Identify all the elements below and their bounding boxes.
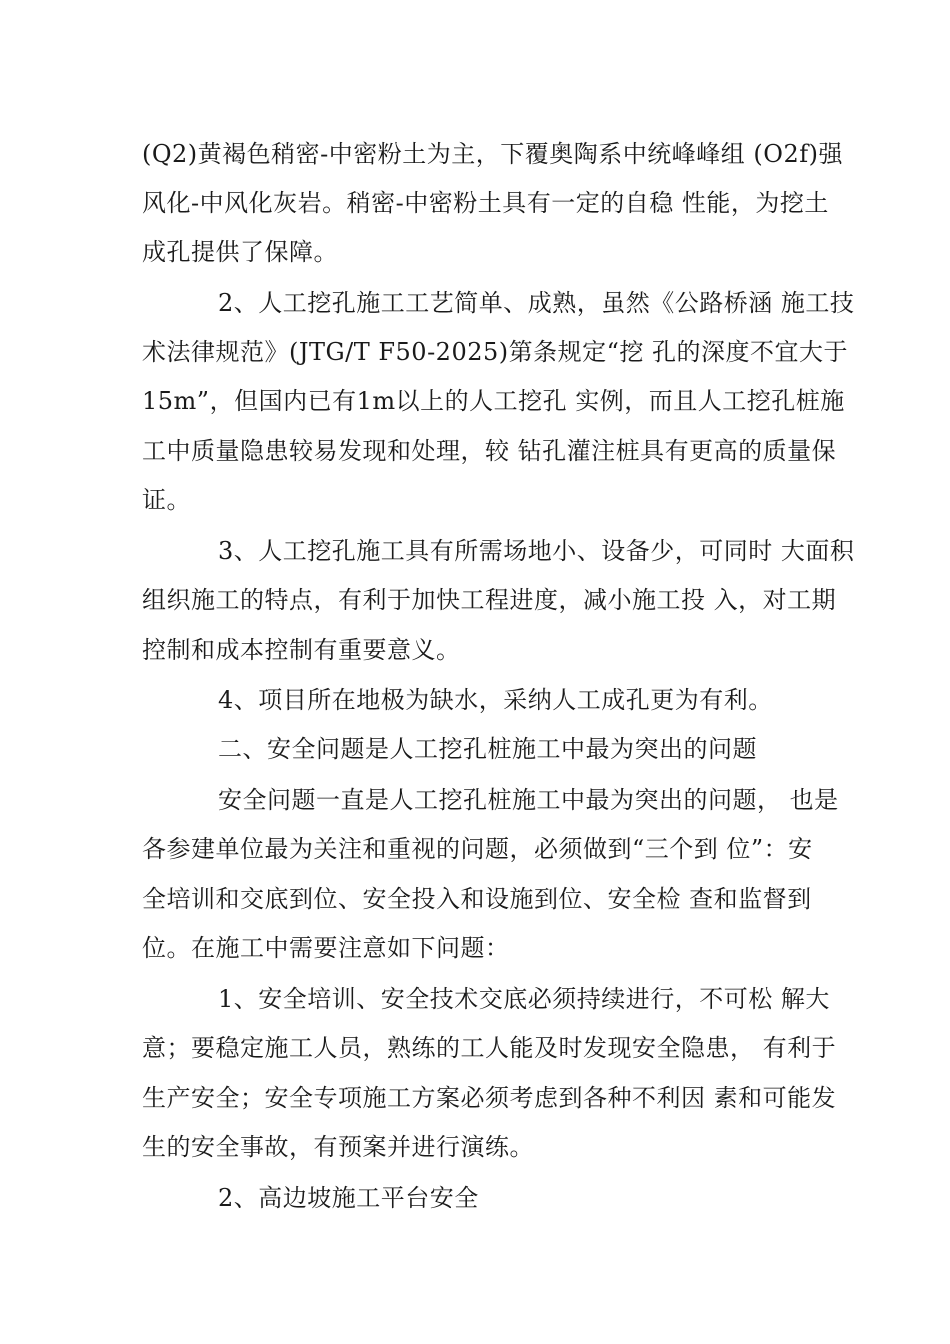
text-line-8: 证。 [142, 486, 191, 514]
text-line-16: 全培训和交底到位、安全投入和设施到位、安全检 查和监督到 [142, 885, 812, 913]
text-line-3: 成孔提供了保障。 [142, 238, 338, 266]
text-line-17: 位。在施工中需要注意如下问题： [142, 934, 510, 962]
text-line-18: 1、安全培训、安全技术交底必须持续进行，不可松 解大 [218, 985, 830, 1013]
text-line-6: 15m”，但国内已有1m以上的人工挖孔 实例，而且人工挖孔桩施 [142, 387, 845, 415]
section-heading: 二、安全问题是人工挖孔桩施工中最为突出的问题 [218, 735, 757, 763]
text-line-12: 4、项目所在地极为缺水，采纳人工成孔更为有利。 [218, 686, 773, 714]
text-line-20: 生产安全；安全专项施工方案必须考虑到各种不利因 素和可能发 [142, 1084, 837, 1112]
text-line-19: 意；要稳定施工人员，熟练的工人能及时发现安全隐患， 有利于 [142, 1034, 837, 1062]
text-line-5: 术法律规范》(JTG/T F50-2025)第条规定“挖 孔的深度不宜大于 [142, 338, 849, 366]
text-line-10: 组织施工的特点，有利于加快工程进度，减小施工投 入，对工期 [142, 586, 837, 614]
text-line-4: 2、人工挖孔施工工艺简单、成熟，虽然《公路桥涵 施工技 [218, 289, 855, 317]
text-line-22: 2、高边坡施工平台安全 [218, 1184, 479, 1212]
text-line-7: 工中质量隐患较易发现和处理，较 钻孔灌注桩具有更高的质量保 [142, 437, 837, 465]
text-line-14: 安全问题一直是人工挖孔桩施工中最为突出的问题， 也是 [218, 786, 839, 814]
text-line-1: (Q2)黄褐色稍密-中密粉土为主，下覆奥陶系中统峰峰组 (O2f)强 [142, 140, 843, 168]
text-line-2: 风化-中风化灰岩。稍密-中密粉土具有一定的自稳 性能，为挖土 [142, 189, 829, 217]
text-line-9: 3、人工挖孔施工具有所需场地小、设备少，可同时 大面积 [218, 537, 855, 565]
text-line-11: 控制和成本控制有重要意义。 [142, 636, 461, 664]
text-line-21: 生的安全事故，有预案并进行演练。 [142, 1133, 534, 1161]
text-line-15: 各参建单位最为关注和重视的问题，必须做到“三个到 位”：安 [142, 835, 813, 863]
